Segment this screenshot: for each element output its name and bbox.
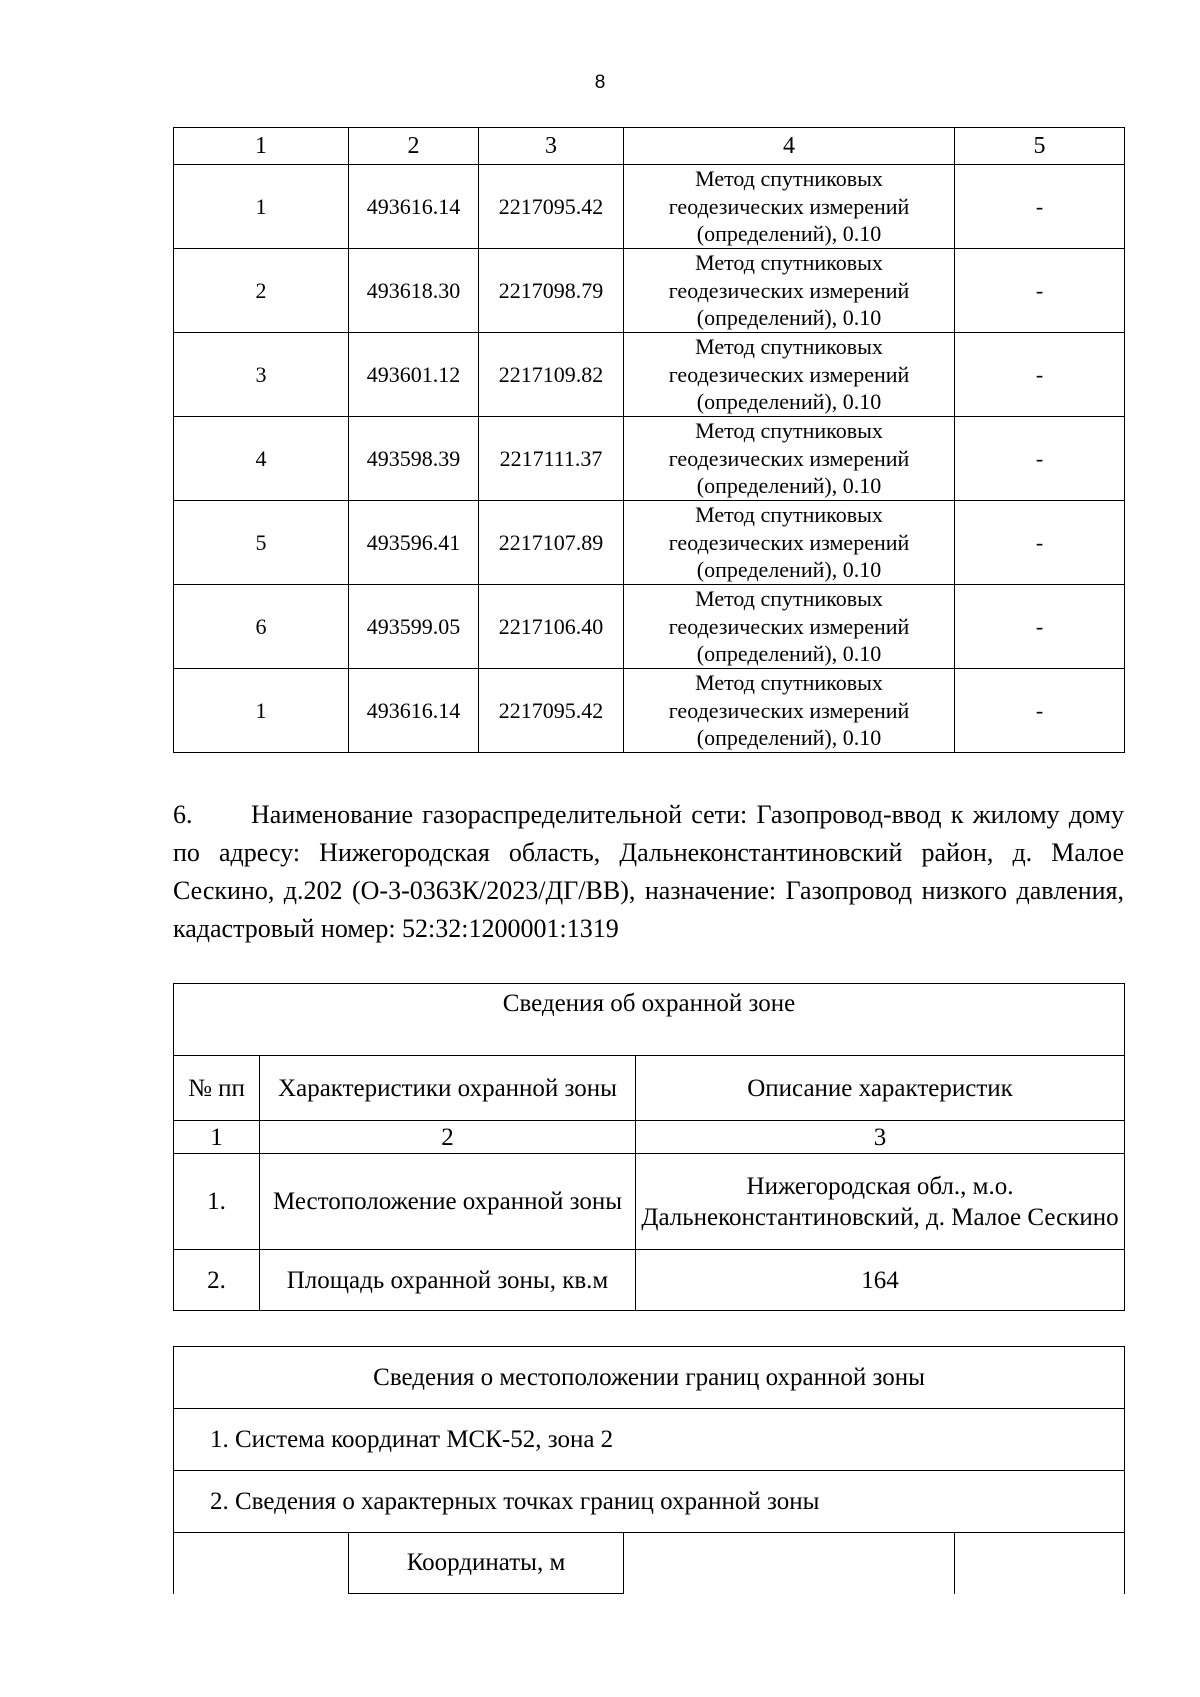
x-coordinate-cell: 493596.41: [349, 501, 479, 585]
column-number: 2: [260, 1121, 636, 1154]
method-line: Метод спутниковых: [695, 166, 883, 192]
column-header-description: Описание характеристик: [636, 1056, 1125, 1121]
method-line: (определений), 0.10: [696, 641, 882, 667]
empty-cell: [955, 1533, 1125, 1594]
x-coordinate-cell: 493601.12: [349, 333, 479, 417]
note-cell: -: [955, 417, 1125, 501]
coordinates-table: [173, 127, 1125, 753]
table-row: [174, 1533, 1125, 1594]
table-row: [174, 1154, 1125, 1250]
coordinate-system-row: 1. Система координат МСК-52, зона 2: [174, 1409, 1125, 1471]
column-number: 3: [636, 1121, 1125, 1154]
point-cell: 6: [174, 585, 349, 669]
x-coordinate-cell: 493599.05: [349, 585, 479, 669]
protection-zone-table: [173, 983, 1125, 1311]
method-cell: [624, 249, 955, 333]
note-cell: -: [955, 249, 1125, 333]
header-cell: 2: [349, 128, 479, 165]
y-coordinate-cell: 2217111.37: [479, 417, 624, 501]
method-line: Метод спутниковых: [695, 334, 883, 360]
zone-table-title: Сведения об охранной зоне: [174, 984, 1125, 1056]
table-row: [174, 165, 1125, 249]
x-coordinate-cell: 493616.14: [349, 165, 479, 249]
method-line: геодезических измерений: [668, 613, 910, 639]
table-title-row: [174, 984, 1125, 1056]
method-line: (определений), 0.10: [696, 725, 882, 751]
method-line: геодезических измерений: [668, 445, 910, 471]
y-coordinate-cell: 2217098.79: [479, 249, 624, 333]
method-line: геодезических измерений: [668, 277, 910, 303]
table-row: [174, 1471, 1125, 1533]
x-coordinate-cell: 493616.14: [349, 669, 479, 753]
y-coordinate-cell: 2217106.40: [479, 585, 624, 669]
y-coordinate-cell: 2217095.42: [479, 669, 624, 753]
method-line: геодезических измерений: [668, 193, 910, 219]
note-cell: -: [955, 501, 1125, 585]
point-cell: 1: [174, 669, 349, 753]
point-cell: 5: [174, 501, 349, 585]
header-cell: 1: [174, 128, 349, 165]
points-info-row: 2. Сведения о характерных точках границ охранной зоны: [174, 1471, 1125, 1533]
method-cell: [624, 165, 955, 249]
note-cell: -: [955, 585, 1125, 669]
note-cell: -: [955, 333, 1125, 417]
column-header-number: № пп: [174, 1056, 260, 1121]
table-title-row: [174, 1347, 1125, 1409]
method-line: геодезических измерений: [668, 361, 910, 387]
bounds-table-title: Сведения о местоположении границ охранной зоны: [174, 1347, 1125, 1409]
section-text: Наименование газораспределительной сети: Газопровод-ввод к жилому дому по адресу: Нижегородская область, Дальнеконстантиновский район, д. Малое Сескино, д.202 (О-3-0363К/2023/ДГ/ВВ), назначение: Газопровод низкого давления, кадастровый номер: 52:32:1200001:1319: [173, 800, 1124, 943]
method-line: Метод спутниковых: [695, 418, 883, 444]
method-cell: [624, 585, 955, 669]
note-cell: -: [955, 669, 1125, 753]
method-line: Метод спутниковых: [695, 670, 883, 696]
method-line: (определений), 0.10: [696, 557, 882, 583]
method-line: геодезических измерений: [668, 529, 910, 555]
method-line: Метод спутниковых: [695, 502, 883, 528]
point-cell: 4: [174, 417, 349, 501]
point-cell: 1: [174, 165, 349, 249]
point-cell: 2: [174, 249, 349, 333]
method-cell: [624, 333, 955, 417]
table-row: [174, 1409, 1125, 1471]
column-number: 1: [174, 1121, 260, 1154]
method-line: (определений), 0.10: [696, 305, 882, 331]
description-cell: 164: [636, 1250, 1125, 1311]
y-coordinate-cell: 2217107.89: [479, 501, 624, 585]
method-cell: [624, 417, 955, 501]
characteristic-cell: Местоположение охранной зоны: [260, 1154, 636, 1250]
table-row: [174, 1250, 1125, 1311]
description-cell: Нижегородская обл., м.о. Дальнеконстантиновский, д. Малое Сескино: [636, 1154, 1125, 1250]
row-number: 1.: [174, 1154, 260, 1250]
table-row: [174, 417, 1125, 501]
method-line: Метод спутниковых: [695, 586, 883, 612]
empty-cell: [624, 1533, 955, 1594]
section-paragraph: [173, 796, 1124, 948]
header-cell: 4: [624, 128, 955, 165]
table-header-row: [174, 128, 1125, 165]
method-line: (определений), 0.10: [696, 389, 882, 415]
y-coordinate-cell: 2217095.42: [479, 165, 624, 249]
table-row: [174, 249, 1125, 333]
y-coordinate-cell: 2217109.82: [479, 333, 624, 417]
row-number: 2.: [174, 1250, 260, 1311]
method-cell: [624, 669, 955, 753]
note-cell: -: [955, 165, 1125, 249]
method-cell: [624, 501, 955, 585]
empty-cell: [174, 1533, 349, 1594]
header-cell: 5: [955, 128, 1125, 165]
x-coordinate-cell: 493598.39: [349, 417, 479, 501]
method-line: геодезических измерений: [668, 697, 910, 723]
x-coordinate-cell: 493618.30: [349, 249, 479, 333]
table-row: [174, 1121, 1125, 1154]
table-row: [174, 585, 1125, 669]
page-number: 8: [594, 72, 606, 93]
table-row: [174, 333, 1125, 417]
method-line: (определений), 0.10: [696, 221, 882, 247]
table-row: [174, 501, 1125, 585]
table-header-row: [174, 1056, 1125, 1121]
method-line: Метод спутниковых: [695, 250, 883, 276]
boundaries-table: [173, 1346, 1125, 1594]
section-number: 6.: [173, 800, 193, 829]
coordinates-header: Координаты, м: [349, 1533, 624, 1594]
characteristic-cell: Площадь охранной зоны, кв.м: [260, 1250, 636, 1311]
table-row: [174, 669, 1125, 753]
point-cell: 3: [174, 333, 349, 417]
column-header-characteristic: Характеристики охранной зоны: [260, 1056, 636, 1121]
header-cell: 3: [479, 128, 624, 165]
method-line: (определений), 0.10: [696, 473, 882, 499]
